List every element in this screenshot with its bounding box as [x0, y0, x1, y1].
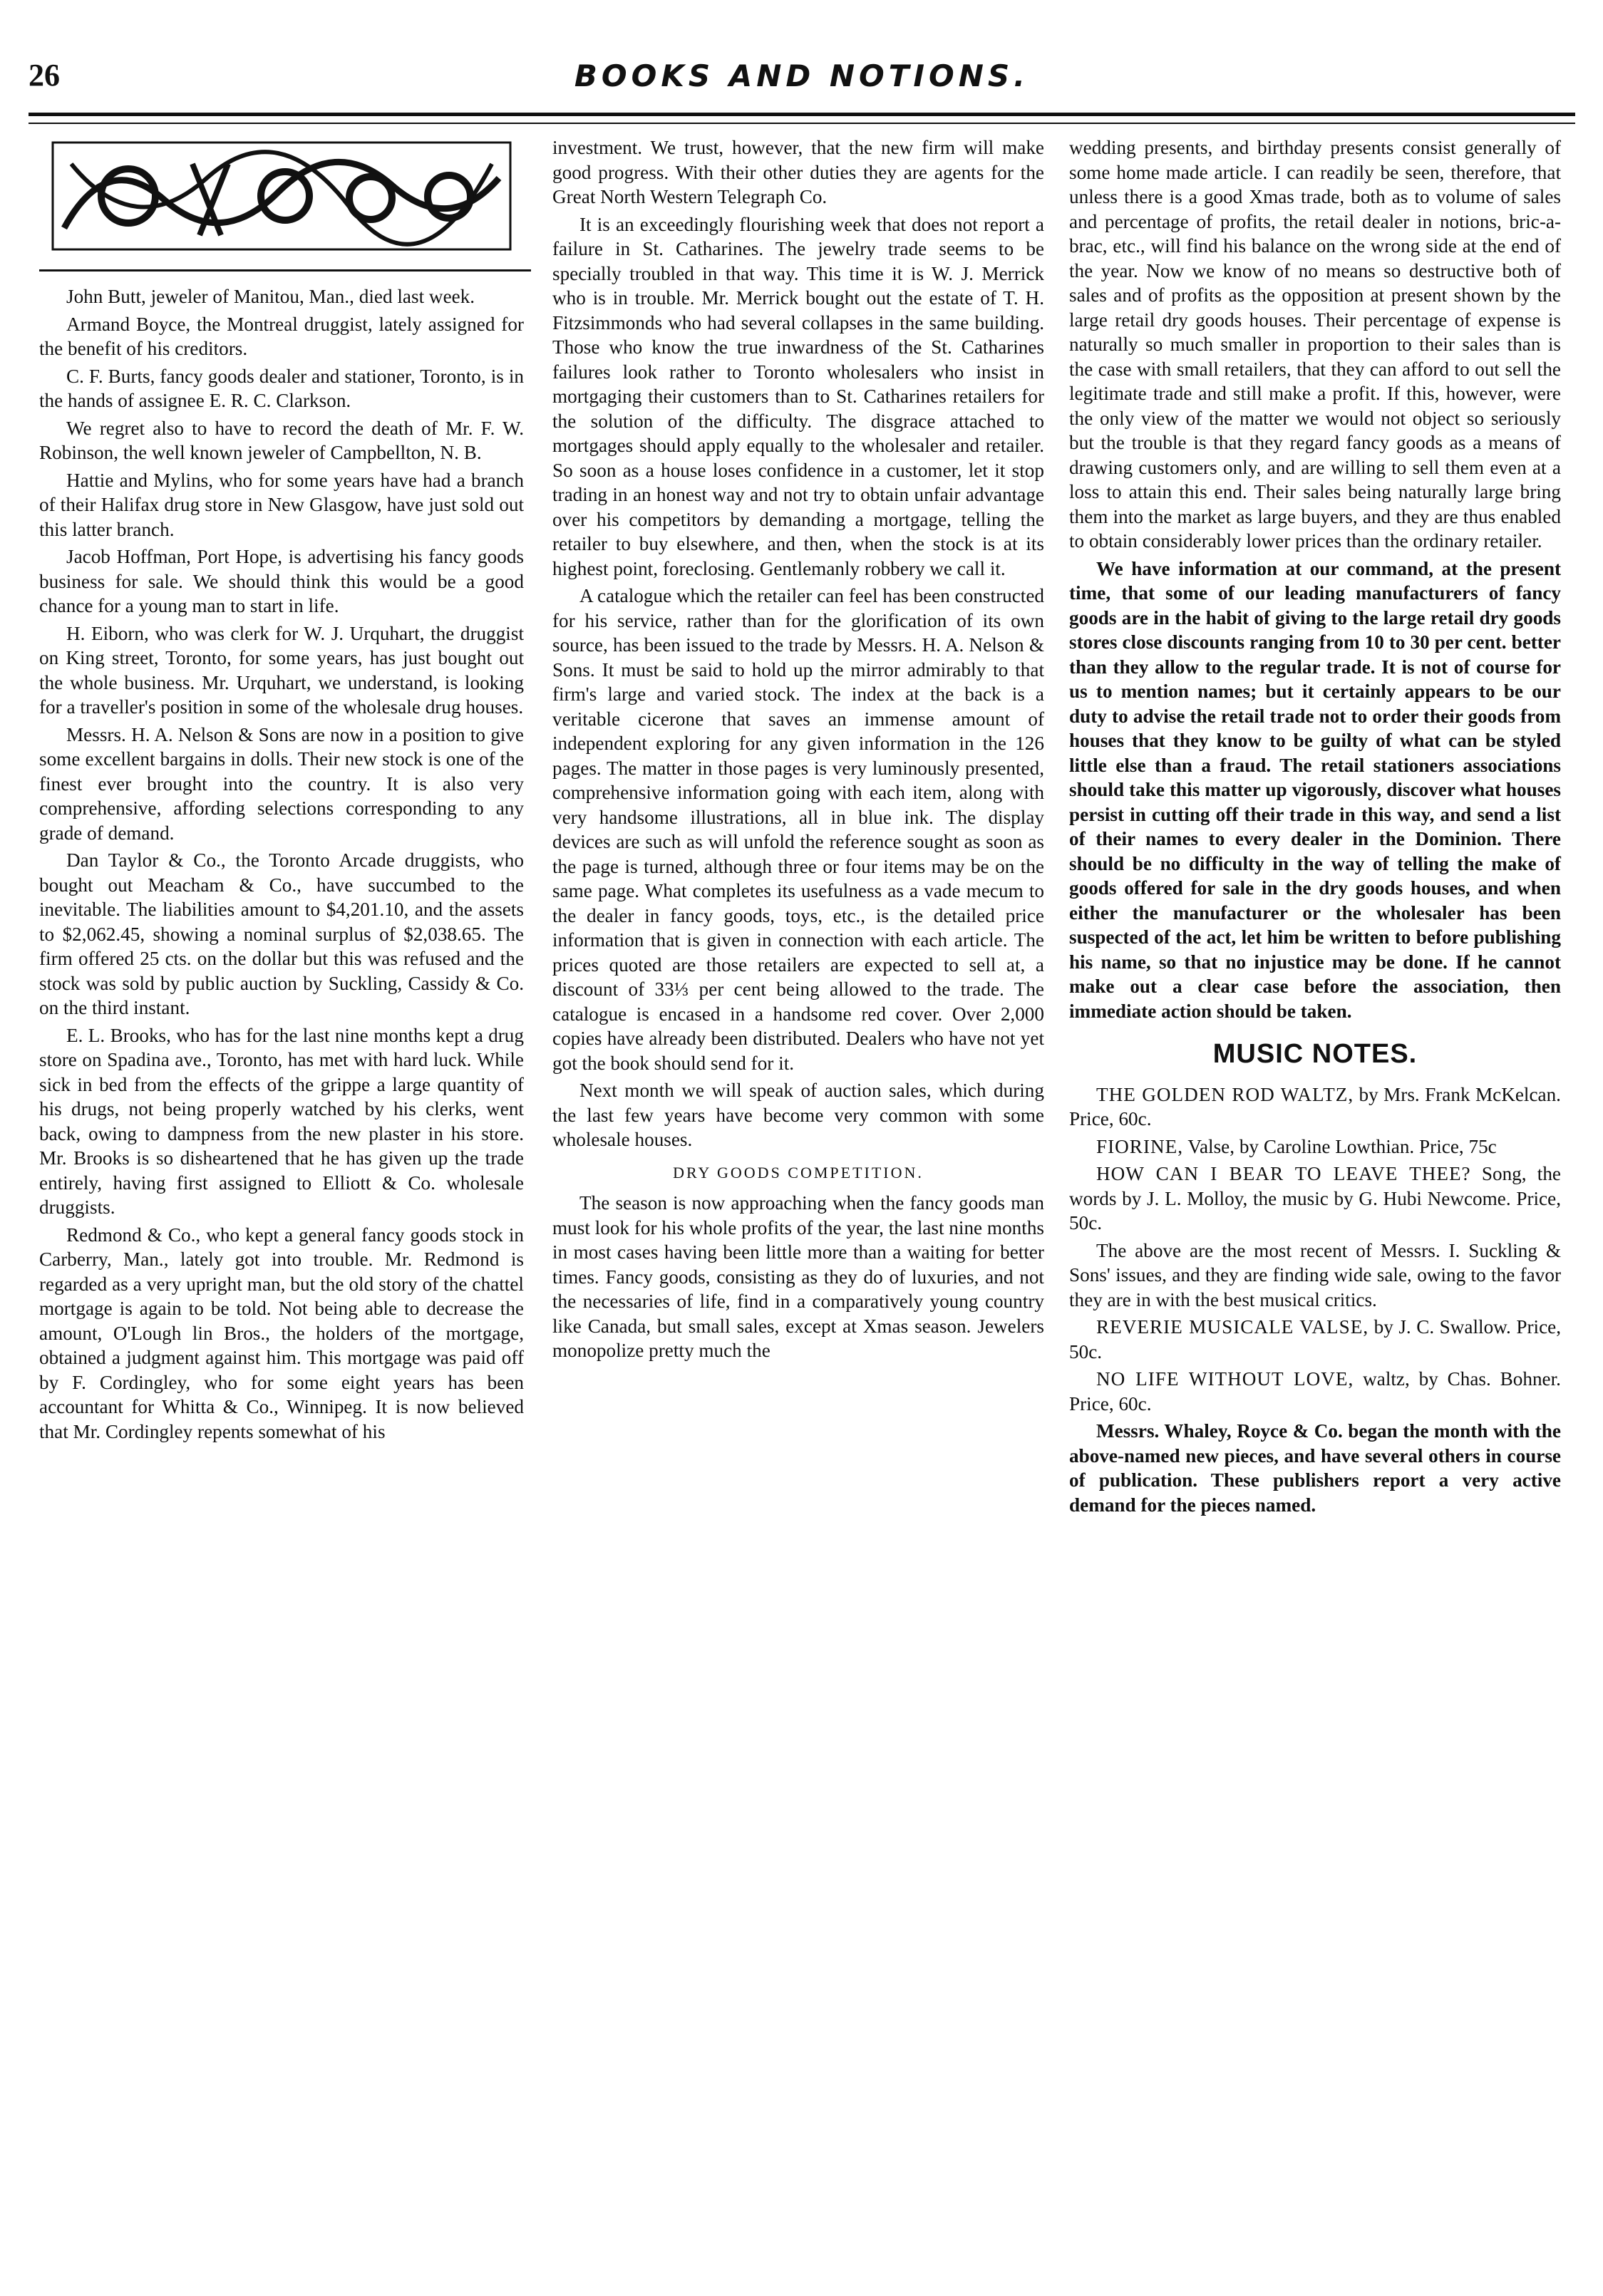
bold-editorial — [1069, 557, 1561, 1024]
news-item: Hattie and Mylins, who for some years have had a branch of their Halifax drug store in New Glasgow, have just sold out this latter branch. — [39, 469, 524, 540]
music-notes-heading: MUSIC NOTES. — [1212, 1039, 1418, 1069]
news-item: Jacob Hoffman, Port Hope, is advertising his fancy goods business for sale. We should think this would be a good chance for a young man to start in life. — [39, 546, 524, 616]
closing-note — [1069, 1419, 1561, 1517]
news-item: We regret also to have to record the death of Mr. F. W. Robinson, the well known jeweler of Campbellton, N. B. — [39, 417, 524, 463]
music-details: Valse, by Caroline Lowthian. Price, 75c — [1183, 1135, 1497, 1157]
running-title: BOOKS AND NOTIONS. — [574, 58, 1030, 93]
music-item — [1069, 1134, 1561, 1159]
news-item: Messrs. H. A. Nelson & Sons are now in a position to give some excellent bargains in dolls. Their new stock is one of the finest ever brought into the country. It is also very comprehensive, affording selections corresponding to any grade of demand. — [39, 723, 524, 844]
banner-rule — [39, 269, 531, 272]
article-paragraph: Next month we will speak of auction sales, which during the last few years have become very common with some wholesale houses. — [552, 1080, 1044, 1150]
header-rule-thick — [29, 113, 1575, 116]
news-item: Redmond & Co., who kept a general fancy goods stock in Carberry, Man., lately got into trouble. Mr. Redmond is regarded as a very upright man, but the old story of the chattel mortgage is again to be told. Not being able to decrease the amount, O'Lough lin Bros., the holders of the mortgage, obtained a judgment against him. This mortgage was paid off by F. Cordingley, who for some eight years has been accountant for Whitta & Co., Winnipeg. It is now believed that Mr. Cordingley repents somewhat of his — [39, 1224, 524, 1442]
column-2 — [552, 135, 1044, 1366]
column-1 — [39, 135, 524, 1447]
header-rule-thin — [29, 123, 1575, 124]
music-item — [1069, 1367, 1561, 1416]
page-header — [29, 57, 1575, 107]
music-item — [1069, 1082, 1561, 1132]
music-title: NO LIFE WITHOUT LOVE, — [1096, 1368, 1354, 1390]
music-title: REVERIE MUSICALE VALSE, — [1096, 1316, 1369, 1338]
music-item — [1069, 1162, 1561, 1236]
music-details: by J. C. Swallow. Price, 50c. — [1069, 1316, 1561, 1362]
news-item: H. Eiborn, who was clerk for W. J. Urquhart, the druggist on King street, Toronto, for some years, has just bought out the whole business. Mr. Urquhart, we understand, is looking for a traveller's position in some of the wholesale drug houses. — [39, 622, 524, 718]
bold-paragraph: Messrs. Whaley, Royce & Co. began the month with the above-named new pieces, and have several others in course of publication. These publishers report a very active demand for the pieces named. — [1069, 1420, 1561, 1516]
music-title: THE GOLDEN ROD WALTZ, — [1096, 1083, 1354, 1105]
music-details: by Mrs. Frank McKelcan. Price, 60c. — [1069, 1083, 1561, 1129]
fancy-goods-banner-art — [50, 135, 513, 257]
page-number: 26 — [29, 58, 60, 93]
article-paragraph: wedding presents, and birthday presents consist generally of some home made article. I can readily be seen, therefore, that unless there is a good Xmas trade, both as to volume of sales and percentage of profits, the retail dealer in notions, bric-a-brac, etc., will find his balance on the wrong side at the end of the year. Now we know of no means so destructive both of sales and of profits as the opposition at present shown by the large retail dry goods houses. Their percentage of expense is naturally so much smaller in proportion to their sales than is the case with small retailers, that they can afford to out sell the legitimate trade and still make a profit. If this, however, were the only view of the matter we would not object so seriously but the trouble is that they regard fancy goods as a means of drawing customers only, and are willing to sell them even at a loss to attain this end. Their sales being naturally large bring them into the market as large buyers, and they are thus enabled to obtain considerably lower prices than the ordinary retailer. — [1069, 137, 1561, 552]
news-item: C. F. Burts, fancy goods dealer and stationer, Toronto, is in the hands of assignee E. R. C. Clarkson. — [39, 365, 524, 411]
music-details: Song, the words by J. L. Molloy, the music by G. Hubi Newcome. Price, 50c. — [1069, 1163, 1561, 1234]
news-item: Dan Taylor & Co., the Toronto Arcade druggists, who bought out Meacham & Co., have succumbed to the inevitable. The liabilities amount to $4,201.10, and the assets to $2,062.45, showing a nominal surplus of $2,038.65. The firm offered 25 cts. on the dollar but this was refused and the stock was sold by public auction by Suckling, Cassidy & Co. on the third instant. — [39, 849, 524, 1018]
article-paragraph: It is an exceedingly flourishing week that does not report a failure in St. Catharines. The jewelry trade seems to be specially troubled in that way. This time it is W. J. Merrick who is in trouble. Mr. Merrick bought out the estate of T. H. Fitzsimmonds who had several collapses in the same building. Those who know the true inwardness of the St. Catharines failures look rather to Toronto wholesalers who insist in mortgaging their customers than to St. Catharines retailers for the solution of the difficulty. The disgrace attached to mortgages should apply equally to the wholesaler and retailer. So soon as a house loses confidence in a customer, let it stop trading in an honest way and not try to obtain unfair advantage over his competitors by demanding a mortgage, telling the retailer to buy elsewhere, and then, when the stock is at its highest point, foreclosing. Gentlemanly robbery we call it. — [552, 213, 1044, 579]
music-details: The above are the most recent of Messrs. I. Suckling & Sons' issues, and they are finding wide sale, owing to the favor they are in with the best musical critics. — [1069, 1239, 1561, 1310]
section-subhead: DRY GOODS COMPETITION. — [673, 1163, 924, 1181]
news-item: John Butt, jeweler of Manitou, Man., died last week. — [66, 286, 475, 307]
music-title: HOW CAN I BEAR TO LEAVE THEE? — [1096, 1163, 1471, 1184]
music-details: waltz, by Chas. Bohner. Price, 60c. — [1069, 1368, 1561, 1415]
music-item — [1069, 1239, 1561, 1313]
music-title: FIORINE, — [1096, 1135, 1184, 1157]
fancy-goods-banner — [50, 135, 513, 257]
bold-paragraph: We have information at our command, at the present time, that some of our leading manufacturers of fancy goods are in the habit of giving to the large retail dry goods stores close discounts ranging from 10 to 30 per cent. better than they allow to the regular trade. It is not of course for us to mention names; but it certainly appears to be our duty to advise the retail trade not to order their goods from houses that they know to be guilty of what can be styled little else than a fraud. The retail stationers associations should take this matter up vigorously, discover what houses persist in cutting off their trade in this way, and send a list of their names to every dealer in the Dominion. There should be no difficulty in the way of telling the make of goods offered for sale in the dry goods houses, and when either the manufacturer or the wholesaler has been suspected of the act, let him be written to before publishing his name, so that no injustice may be done. If he cannot make out a clear case before the association, then immediate action should be taken. — [1069, 557, 1561, 1022]
article-paragraph: A catalogue which the retailer can feel has been constructed for his service, rather than for the glorification of its own source, has been issued to the trade by Messrs. H. A. Nelson & Sons. It must be said to hold up the mirror admirably to that firm's large and varied stock. The index at the back is a veritable cicerone that saves an immense amount of independent exploring for any given information in the 126 pages. The matter in those pages is very luminously presented, comprehensive information going with each item, along with very handsome illustrations, all in blue ink. The display devices are such as will unfold the reference sought as soon as the page is turned, although three or four items may be on the same page. What completes its usefulness as a vade mecum to the dealer in fancy goods, toys, etc., is the detailed price information that is given in connection with each article. The prices quoted are those retailers are expected to sell at, a discount of 33⅓ per cent being allowed to the trade. The catalogue is encased in a handsome red cover. Over 2,000 copies have already been distributed. Dealers who have not yet got the book should send for it. — [552, 585, 1044, 1074]
news-item: E. L. Brooks, who has for the last nine months kept a drug store on Spadina ave., Toronto, has met with hard luck. While sick in bed from the effects of the grippe a large quantity of his drugs, not being properly watched by his clerks, went back, owing to dampness from the new plaster in his store. Mr. Brooks is so disheartened that he has given up the trade entirely, having first assigned to Elliott & Co. wholesale druggists. — [39, 1024, 524, 1218]
article-paragraph: The season is now approaching when the fancy goods man must look for his whole profits of the year, the last nine months in most cases having been little more than a waiting for better times. Fancy goods, consisting as they do of luxuries, and not the necessaries of life, find in a comparatively young country like Canada, but small sales, except at Xmas season. Jewelers monopolize pretty much the — [552, 1192, 1044, 1361]
news-item: Armand Boyce, the Montreal druggist, lately assigned for the benefit of his creditors. — [39, 313, 524, 359]
music-item — [1069, 1315, 1561, 1364]
article-paragraph: investment. We trust, however, that the new firm will make good progress. With their other duties they are agents for the Great North Western Telegraph Co. — [552, 137, 1044, 207]
column-3 — [1069, 135, 1561, 1520]
